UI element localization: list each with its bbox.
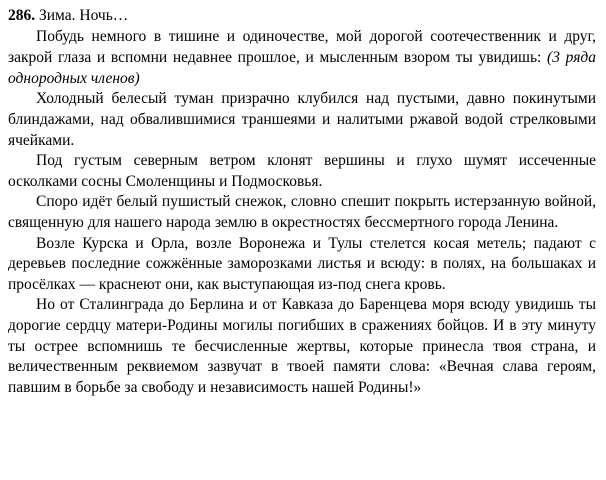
exercise-number: 286.	[8, 7, 36, 24]
paragraph-text: Споро идёт белый пушистый снежок, словно спешит покрыть истерзанную войной, священную для нашего народа землю в окрестностях бессмертного города Ленина.	[8, 193, 596, 231]
paragraph	[8, 234, 596, 296]
paragraph	[8, 27, 596, 89]
paragraph	[8, 151, 596, 192]
exercise-heading	[8, 6, 596, 26]
paragraph-note: (3 ряда однородных членов)	[8, 49, 596, 87]
paragraph-text: Но от Сталинграда до Берлина и от Кавказа до Баренцева моря всюду увидишь ты дорогие сердцу матери-Родины могилы погибших в сражениях бойцов. И в эту минуту ты острее вспомнишь те бесчисленные жертвы, которые принесла твоя страна, и величественным реквиемом зазвучат в твоей памяти слова: «Вечная слава героям, павшим в борьбе за свободу и независимость нашей Родины!»	[8, 296, 596, 396]
paragraph	[8, 192, 596, 233]
paragraph	[8, 89, 596, 151]
paragraph-text: Побудь немного в тишине и одиночестве, мой дорогой соотечественник и друг, закрой глаза и вспомни недавнее прошлое, и мысленным взором ты увидишь:	[8, 28, 596, 67]
paragraph	[8, 295, 596, 398]
paragraph-text: Под густым северным ветром клонят вершины и глухо шумят иссеченные осколками сосны Смоленщины и Подмосковья.	[8, 152, 596, 190]
paragraph-text: Холодный белесый туман призрачно клубился над пустыми, давно покинутыми блиндажами, над обвалившимися траншеями и налитыми ржавой водой стрелковыми ячейками.	[8, 90, 596, 149]
exercise-title: Зима. Ночь…	[39, 7, 129, 24]
paragraph-text: Возле Курска и Орла, возле Воронежа и Тулы стелется косая метель; падают с деревьев последние сожжённые заморозками листья и всюду: в полях, на большаках и просёлках — краснеют они, как выступающая из-под снега кровь.	[8, 234, 596, 293]
